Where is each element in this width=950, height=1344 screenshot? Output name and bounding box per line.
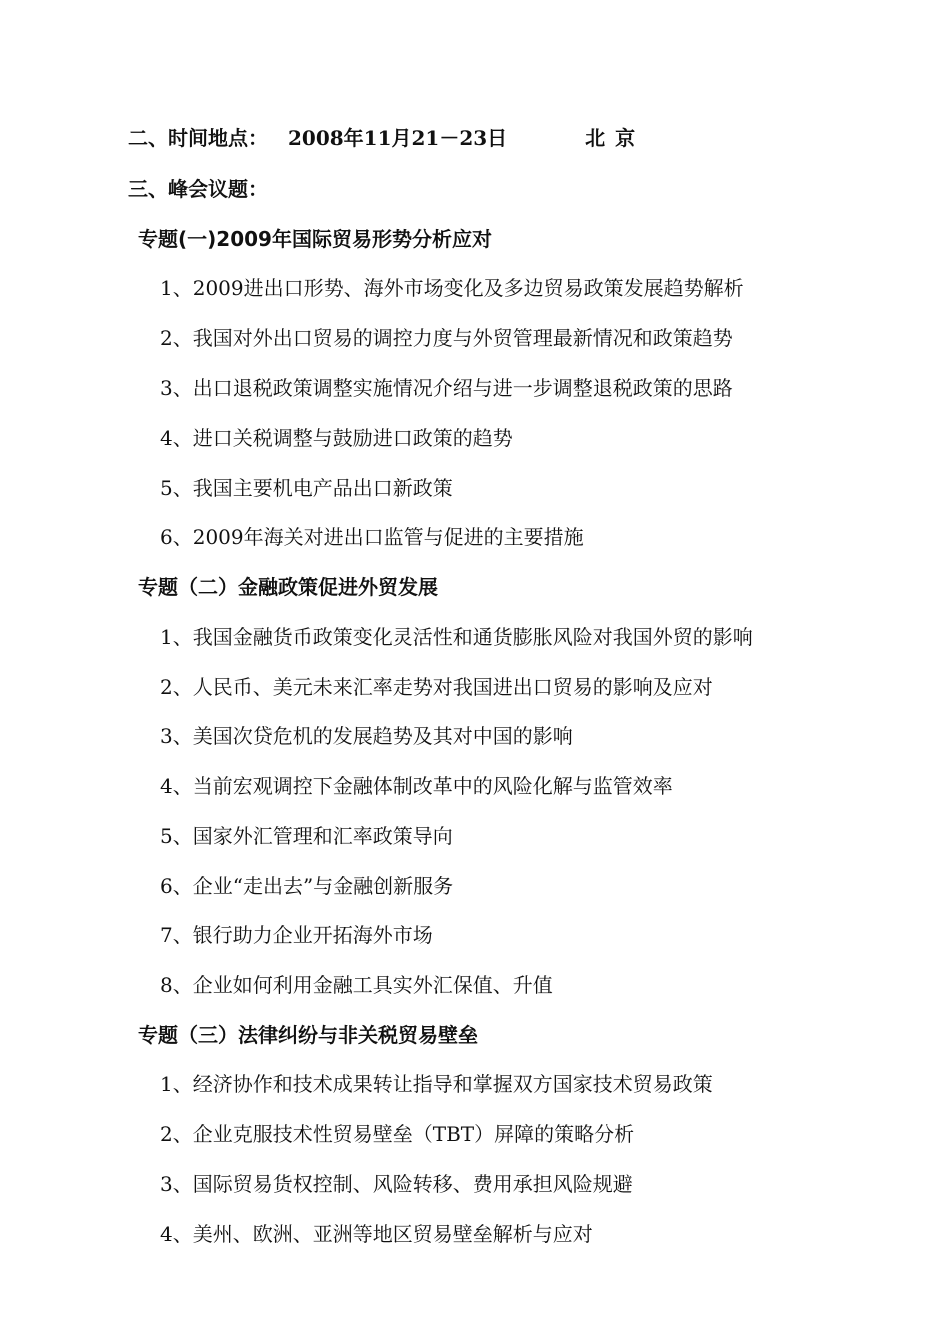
topic-title: 专题（三）法律纠纷与非关税贸易壁垒 [138,1023,478,1047]
section-time-place [128,124,645,152]
list-item: 1、我国金融货币政策变化灵活性和通货膨胀风险对我国外贸的影响 [160,625,753,649]
list-item: 5、国家外汇管理和汇率政策导向 [160,824,453,848]
section-topics-heading: 三、峰会议题： [128,177,268,201]
list-item: 4、进口关税调整与鼓励进口政策的趋势 [160,426,513,450]
event-date: 2008年11月21－23日 [288,126,508,150]
list-item: 7、银行助力企业开拓海外市场 [160,923,433,947]
list-item: 5、我国主要机电产品出口新政策 [160,476,453,500]
topic-title: 专题(一)2009年国际贸易形势分析应对 [138,227,492,251]
list-item: 3、国际贸易货权控制、风险转移、费用承担风险规避 [160,1172,633,1196]
list-item: 4、美州、欧洲、亚洲等地区贸易壁垒解析与应对 [160,1222,593,1246]
list-item: 3、美国次贷危机的发展趋势及其对中国的影响 [160,724,573,748]
list-item: 2、人民币、美元未来汇率走势对我国进出口贸易的影响及应对 [160,675,713,699]
list-item: 2、我国对外出口贸易的调控力度与外贸管理最新情况和政策趋势 [160,326,733,350]
list-item: 8、企业如何利用金融工具实外汇保值、升值 [160,973,553,997]
event-place: 北京 [585,126,646,150]
topic-title: 专题（二）金融政策促进外贸发展 [138,575,438,599]
list-item: 4、当前宏观调控下金融体制改革中的风险化解与监管效率 [160,774,673,798]
list-item: 3、出口退税政策调整实施情况介绍与进一步调整退税政策的思路 [160,376,733,400]
list-item: 6、企业“走出去”与金融创新服务 [160,874,454,898]
list-item: 1、经济协作和技术成果转让指导和掌握双方国家技术贸易政策 [160,1072,713,1096]
list-item: 6、2009年海关对进出口监管与促进的主要措施 [160,525,584,549]
section-time-place-label: 二、时间地点： [128,126,268,150]
list-item: 1、2009进出口形势、海外市场变化及多边贸易政策发展趋势解析 [160,276,744,300]
list-item: 2、企业克服技术性贸易壁垒（TBT）屏障的策略分析 [160,1122,635,1146]
